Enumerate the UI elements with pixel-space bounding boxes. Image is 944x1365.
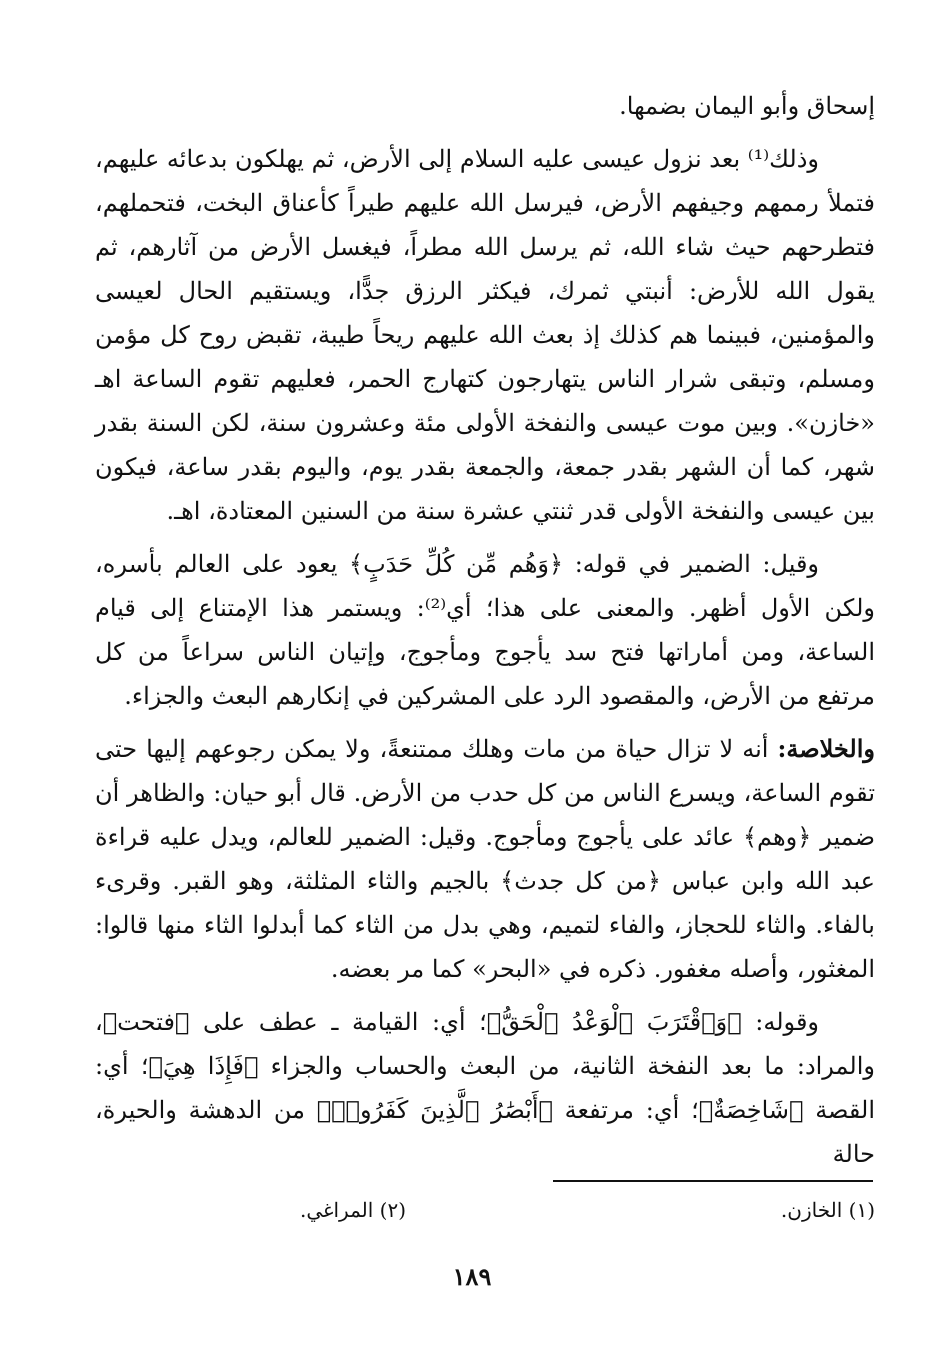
- summary-label: والخلاصة:: [777, 734, 875, 763]
- paragraph-promise: وقوله: ﴿وَٱقْتَرَبَ ٱلْوَعْدُ ٱلْحَقُّ﴾؛ أي: القيامة ـ عطف على ﴿فتحت﴾، والمراد: ما بعد النفخة الثانية، من البعث والحساب والجزاء ﴿فَإِذَا هِيَ﴾؛ أي: القصة ﴿شَاخِصَةٌ﴾؛ أي: مرتفعة ﴿أَبْصَٰرُ ٱلَّذِينَ كَفَرُوا۟﴾ من الدهشة والحيرة، حالة: [95, 1008, 875, 1168]
- footnote-2: (٢) المراغي.: [300, 1198, 407, 1222]
- footnotes: [300, 1196, 875, 1224]
- page-number: ١٨٩: [452, 1262, 492, 1291]
- footnote-divider: [553, 1180, 873, 1182]
- paragraph-khazin: وذلك⁽¹⁾ بعد نزول عيسى عليه السلام إلى الأرض، ثم يهلكون بدعائه عليهم، فتملأ رممهم وجيفهم الأرض، فيرسل الله عليهم طيراً كأعناق البخت، فتحملهم، فتطرحهم حيث شاء الله، ثم يرسل الله مطراً، فيغسل الأرض من آثارهم، ثم يقول الله للأرض: أنبتي ثمرك، فيكثر الرزق جدًّا، ويستقيم الحال لعيسى والمؤمنين، فبينما هم كذلك إذ بعث الله عليهم ريحاً طيبة، تقبض روح كل مؤمن ومسلم، وتبقى شرار الناس يتهارجون كتهارج الحمر، فعليهم تقوم الساعة اهـ «خازن». وبين موت عيسى والنفخة الأولى مئة وعشرون سنة، لكن السنة بقدر شهر، كما أن الشهر بقدر جمعة، والجمعة بقدر يوم، واليوم بقدر ساعة، فيكون بين عيسى والنفخة الأولى قدر ثنتي عشرة سنة من السنين المعتادة، اهـ.: [95, 145, 876, 525]
- paragraph-pronoun: وقيل: الضمير في قوله: ﴿وَهُم مِّن كُلِّ حَدَبٍ﴾ يعود على العالم بأسره، ولكن الأول أظهر. والمعنى على هذا؛ أي⁽²⁾: ويستمر هذا الإمتناع إلى قيام الساعة، ومن أماراتها فتح سد يأجوج ومأجوج، وإتيان الناس سراعاً من كل مرتفع من الأرض، والمقصود الرد على المشركين في إنكارهم البعث والجزاء.: [95, 550, 875, 710]
- footnote-1: (١) الخازن.: [780, 1198, 875, 1222]
- paragraph-summary: [95, 727, 875, 991]
- page-body: [95, 84, 875, 1176]
- paragraph-opening: إسحاق وأبو اليمان بضمها.: [619, 92, 875, 120]
- summary-body: أنه لا تزال حياة من مات وهلك ممتنعةً، ولا يمكن رجوعهم إليها حتى تقوم الساعة، ويسرع الناس من كل حدب من الأرض. قال أبو حيان: والظاهر أن ضمير ﴿وهم﴾ عائد على يأجوج ومأجوج. وقيل: الضمير للعالم، ويدل عليه قراءة عبد الله وابن عباس ﴿من كل جدث﴾ بالجيم والثاء المثلثة، وهو القبر. وقرىء بالفاء. والثاء للحجاز، والفاء لتميم، وهي بدل من الثاء كما أبدلوا الثاء منها قالوا: المغثور، وأصله مغفور. ذكره في «البحر» كما مر بعضه.: [95, 735, 876, 983]
